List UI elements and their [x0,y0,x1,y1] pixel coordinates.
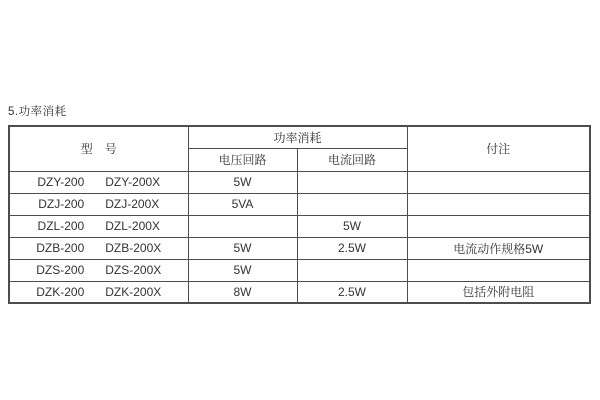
table-row [9,237,590,259]
table-row [9,281,590,303]
cell-current-circuit [297,259,407,281]
cell-current-circuit: 2.5W [297,281,407,303]
table-row [9,259,590,281]
cell-model [9,193,188,215]
cell-note: 包括外附电阻 [407,281,590,303]
cell-note [407,193,590,215]
cell-note [407,259,590,281]
cell-note [407,171,590,193]
cell-model [9,171,188,193]
model-name-primary: DZL-200 [37,219,85,233]
col-header-voltage-circuit: 电压回路 [188,148,297,171]
cell-current-circuit [297,171,407,193]
cell-model [9,281,188,303]
cell-model [9,259,188,281]
table-row [9,215,590,237]
model-name-primary: DZB-200 [36,241,85,255]
col-header-power-group: 功率消耗 [188,126,407,148]
cell-model [9,237,188,259]
cell-voltage-circuit [188,215,297,237]
col-header-current-circuit: 电流回路 [297,148,407,171]
cell-note: 电流动作规格5W [407,237,590,259]
cell-current-circuit: 5W [297,215,407,237]
cell-model [9,215,188,237]
model-name-primary: DZJ-200 [38,197,85,211]
model-name-primary: DZK-200 [36,284,85,299]
cell-voltage-circuit: 5VA [188,193,297,215]
model-name-variant: DZJ-200X [105,197,160,211]
model-name-variant: DZK-200X [105,284,162,299]
cell-voltage-circuit: 5W [188,259,297,281]
cell-current-circuit [297,193,407,215]
header-row-top [9,126,590,148]
table-row [9,193,590,215]
model-name-variant: DZY-200X [105,175,161,189]
col-header-notes: 付注 [407,126,590,171]
cell-note [407,215,590,237]
model-name-primary: DZS-200 [36,263,85,277]
cell-voltage-circuit: 5W [188,171,297,193]
power-consumption-table [8,125,591,304]
cell-current-circuit: 2.5W [297,237,407,259]
model-name-variant: DZS-200X [105,263,162,277]
cell-voltage-circuit: 5W [188,237,297,259]
table-row [9,171,590,193]
model-name-variant: DZB-200X [105,241,162,255]
col-header-model: 型 号 [9,126,188,171]
cell-voltage-circuit: 8W [188,281,297,303]
model-name-primary: DZY-200 [37,175,85,189]
model-name-variant: DZL-200X [105,219,160,233]
section-title: 5.功率消耗 [8,106,67,118]
